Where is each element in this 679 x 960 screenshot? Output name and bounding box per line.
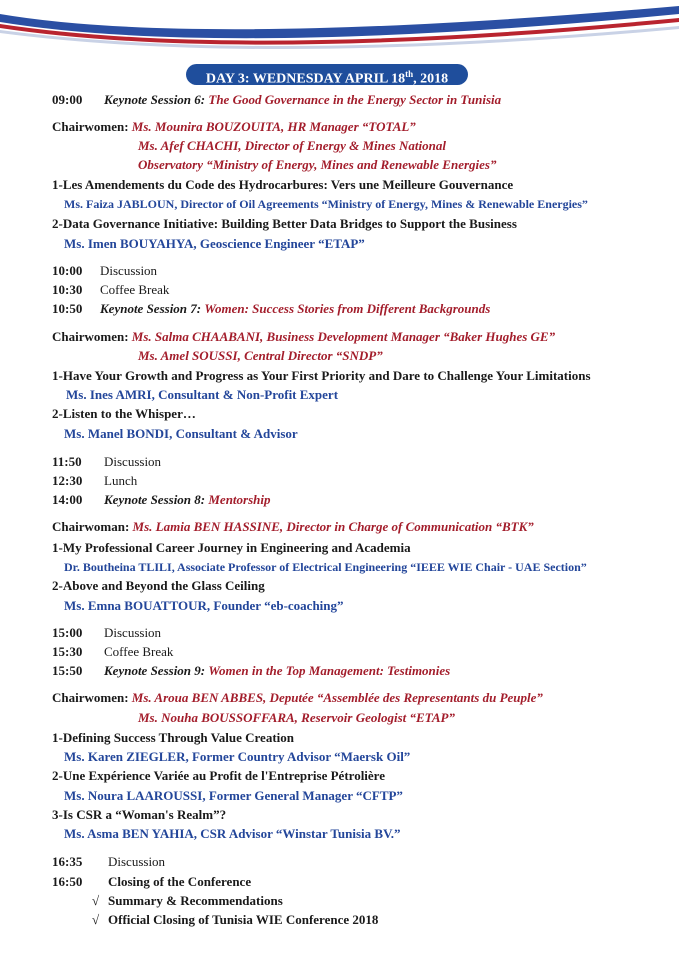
session-6-chair-2: Ms. Afef CHACHI, Director of Energy & Mines National [138,138,446,153]
closing-title: Closing of the Conference [108,874,252,889]
session-7-chair: Chairwomen: Ms. Salma CHAABANI, Business Development Manager “Baker Hughes GE” [52,329,556,344]
session-9-heading: Keynote Session 9: Women in the Top Management: Testimonies [104,663,451,678]
session-9-speaker-1: Ms. Karen ZIEGLER, Former Country Advisor “Maersk Oil” [64,749,411,764]
session-6-speaker-2: Ms. Imen BOUYAHYA, Geoscience Engineer “ETAP” [64,236,365,251]
session-7-talk-2: 2-Listen to the Whisper… [52,406,196,421]
session-6-time: 09:00 [52,92,83,107]
session-7-talk-1: 1-Have Your Growth and Progress as Your First Priority and Dare to Challenge Your Limitations [52,368,591,383]
break-time: 15:00 [52,625,83,640]
session-8-talk-1: 1-My Professional Career Journey in Engineering and Academia [52,540,411,555]
session-8-heading: Keynote Session 8: Mentorship [104,492,271,507]
session-9-title: Women in the Top Management: Testimonies [208,663,451,678]
session-6-heading: Keynote Session 6: The Good Governance in the Energy Sector in Tunisia [104,92,502,107]
header-swoosh [0,0,679,60]
break-time: 11:50 [52,454,82,469]
session-9-chair: Chairwomen: Ms. Aroua BEN ABBES, Deputée “Assemblée des Representants du Peuple” [52,690,543,705]
session-9-time: 15:50 [52,663,83,678]
break-label: Discussion [104,625,162,640]
session-7-chair-2: Ms. Amel SOUSSI, Central Director “SNDP” [138,348,383,363]
closing-item-2: Official Closing of Tunisia WIE Conference 2018 [108,912,379,927]
break-label: Coffee Break [104,644,174,659]
session-9-talk-2: 2-Une Expérience Variée au Profit de l'Entreprise Pétrolière [52,768,385,783]
session-6-chair-2-cont: Observatory “Ministry of Energy, Mines and Renewable Energies” [138,157,497,172]
break-label: Lunch [104,473,138,488]
break-time: 12:30 [52,473,83,488]
session-6-chair: Chairwomen: Ms. Mounira BOUZOUITA, HR Manager “TOTAL” [52,119,416,134]
session-6-talk-2: 2-Data Governance Initiative: Building Better Data Bridges to Support the Business [52,216,517,231]
session-9-speaker-2: Ms. Noura LAAROUSSI, Former General Manager “CFTP” [64,788,403,803]
check-icon: √ [92,912,100,927]
session-6-title: The Good Governance in the Energy Sector in Tunisia [208,92,502,107]
session-9-speaker-3: Ms. Asma BEN YAHIA, CSR Advisor “Winstar Tunisia BV.” [64,826,401,841]
closing-time: 16:50 [52,874,83,889]
session-8-speaker-2: Ms. Emna BOUATTOUR, Founder “eb-coaching” [64,598,344,613]
session-7-speaker-1: Ms. Ines AMRI, Consultant & Non-Profit Expert [66,387,339,402]
break-label: Discussion [100,263,158,278]
session-7-heading: Keynote Session 7: Women: Success Stories from Different Backgrounds [100,301,491,316]
session-6-speaker-1: Ms. Faiza JABLOUN, Director of Oil Agreements “Ministry of Energy, Mines & Renewable Energies” [64,197,588,211]
session-7-time: 10:50 [52,301,83,316]
break-label: Discussion [108,854,166,869]
break-time: 16:35 [52,854,83,869]
session-7-speaker-2: Ms. Manel BONDI, Consultant & Advisor [64,426,298,441]
session-9-chair-2: Ms. Nouha BOUSSOFFARA, Reservoir Geologist “ETAP” [138,710,456,725]
session-8-title: Mentorship [208,492,271,507]
session-8-talk-2: 2-Above and Beyond the Glass Ceiling [52,578,265,593]
session-9-talk-1: 1-Defining Success Through Value Creation [52,730,294,745]
session-9-talk-3: 3-Is CSR a “Woman's Realm”? [52,807,227,822]
break-label: Coffee Break [100,282,170,297]
break-label: Discussion [104,454,162,469]
closing-item-1: Summary & Recommendations [108,893,283,908]
session-6-talk-1: 1-Les Amendements du Code des Hydrocarbures: Vers une Meilleure Gouvernance [52,177,514,192]
session-8-time: 14:00 [52,492,83,507]
break-time: 10:00 [52,263,83,278]
check-icon: √ [92,893,100,908]
session-8-speaker-1: Dr. Boutheina TLILI, Associate Professor of Electrical Engineering “IEEE WIE Chair - UAE Section” [64,560,587,574]
break-time: 10:30 [52,282,83,297]
session-7-title: Women: Success Stories from Different Backgrounds [204,301,491,316]
break-time: 15:30 [52,644,83,659]
day-title: DAY 3: WEDNESDAY APRIL 18th, 2018 [186,64,468,85]
session-8-chair: Chairwoman: Ms. Lamia BEN HASSINE, Director in Charge of Communication “BTK” [52,519,534,534]
